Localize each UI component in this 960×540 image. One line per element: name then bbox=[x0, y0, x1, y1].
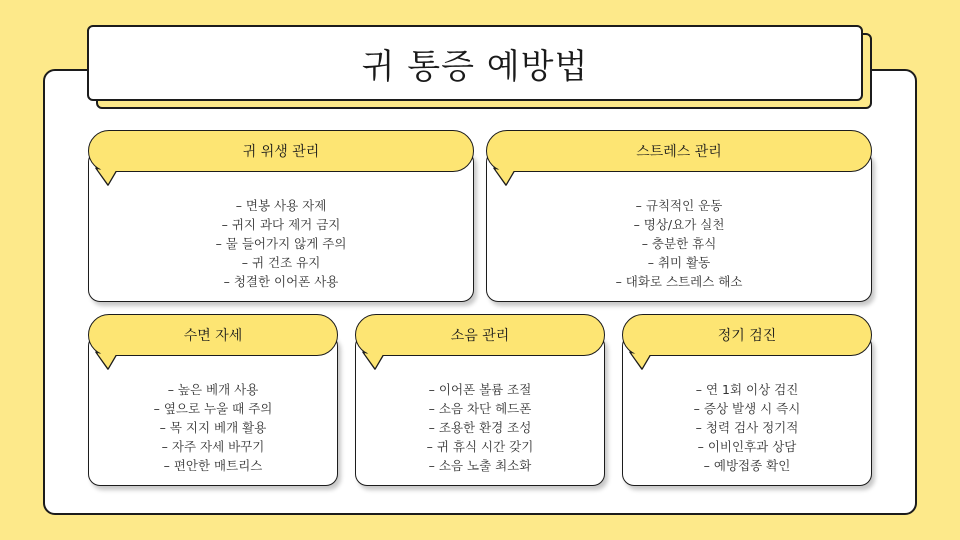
speech-tail-cover bbox=[88, 158, 128, 188]
list-item: – 청력 검사 정기적 bbox=[695, 420, 799, 435]
list-item: – 귀 휴식 시간 갖기 bbox=[426, 439, 534, 454]
card-title-text: 수면 자세 bbox=[183, 328, 243, 344]
list-item: – 이어폰 볼륨 조절 bbox=[428, 382, 532, 397]
card-list bbox=[356, 380, 604, 475]
list-item: – 취미 활동 bbox=[647, 255, 711, 270]
list-item: – 연 1회 이상 검진 bbox=[695, 382, 799, 397]
list-item: – 명상/요가 실천 bbox=[633, 217, 725, 232]
list-item: – 소음 노출 최소화 bbox=[428, 458, 532, 473]
list-item: – 소음 차단 헤드폰 bbox=[428, 401, 532, 416]
list-item: – 편안한 매트리스 bbox=[163, 458, 263, 473]
speech-tail-cover bbox=[88, 342, 128, 372]
speech-tail-cover bbox=[486, 158, 526, 188]
list-item: – 예방접종 확인 bbox=[703, 458, 791, 473]
list-item: – 규칙적인 운동 bbox=[635, 198, 723, 213]
card-title-text: 귀 위생 관리 bbox=[242, 144, 320, 160]
list-item: – 충분한 휴식 bbox=[641, 236, 717, 251]
list-item: – 대화로 스트레스 해소 bbox=[615, 274, 743, 289]
card-title-text: 스트레스 관리 bbox=[636, 144, 722, 160]
card-list bbox=[487, 196, 871, 291]
list-item: – 조용한 환경 조성 bbox=[428, 420, 532, 435]
list-item: – 청결한 이어폰 사용 bbox=[223, 274, 339, 289]
title-box bbox=[87, 25, 863, 101]
card-title-text: 정기 검진 bbox=[717, 328, 777, 344]
list-item: – 면봉 사용 자제 bbox=[235, 198, 327, 213]
list-item: – 증상 발생 시 즉시 bbox=[693, 401, 801, 416]
page-title: 귀 통증 예방법 bbox=[361, 46, 589, 87]
speech-tail-cover bbox=[355, 342, 395, 372]
card-stress bbox=[486, 150, 872, 302]
card-title-ear-hygiene bbox=[88, 130, 474, 172]
list-item: – 목 지지 베개 활용 bbox=[159, 420, 267, 435]
list-item: – 높은 베개 사용 bbox=[167, 382, 259, 397]
list-item: – 귀지 과다 제거 금지 bbox=[221, 217, 341, 232]
list-item: – 옆으로 누울 때 주의 bbox=[153, 401, 273, 416]
card-list bbox=[89, 380, 337, 475]
card-title-text: 소음 관리 bbox=[450, 328, 510, 344]
card-list bbox=[89, 196, 473, 291]
list-item: – 자주 자세 바꾸기 bbox=[161, 439, 265, 454]
list-item: – 이비인후과 상담 bbox=[697, 439, 797, 454]
speech-tail-cover bbox=[622, 342, 662, 372]
list-item: – 귀 건조 유지 bbox=[241, 255, 321, 270]
card-list bbox=[623, 380, 871, 475]
card-ear-hygiene bbox=[88, 150, 474, 302]
card-title-stress bbox=[486, 130, 872, 172]
list-item: – 물 들어가지 않게 주의 bbox=[215, 236, 347, 251]
